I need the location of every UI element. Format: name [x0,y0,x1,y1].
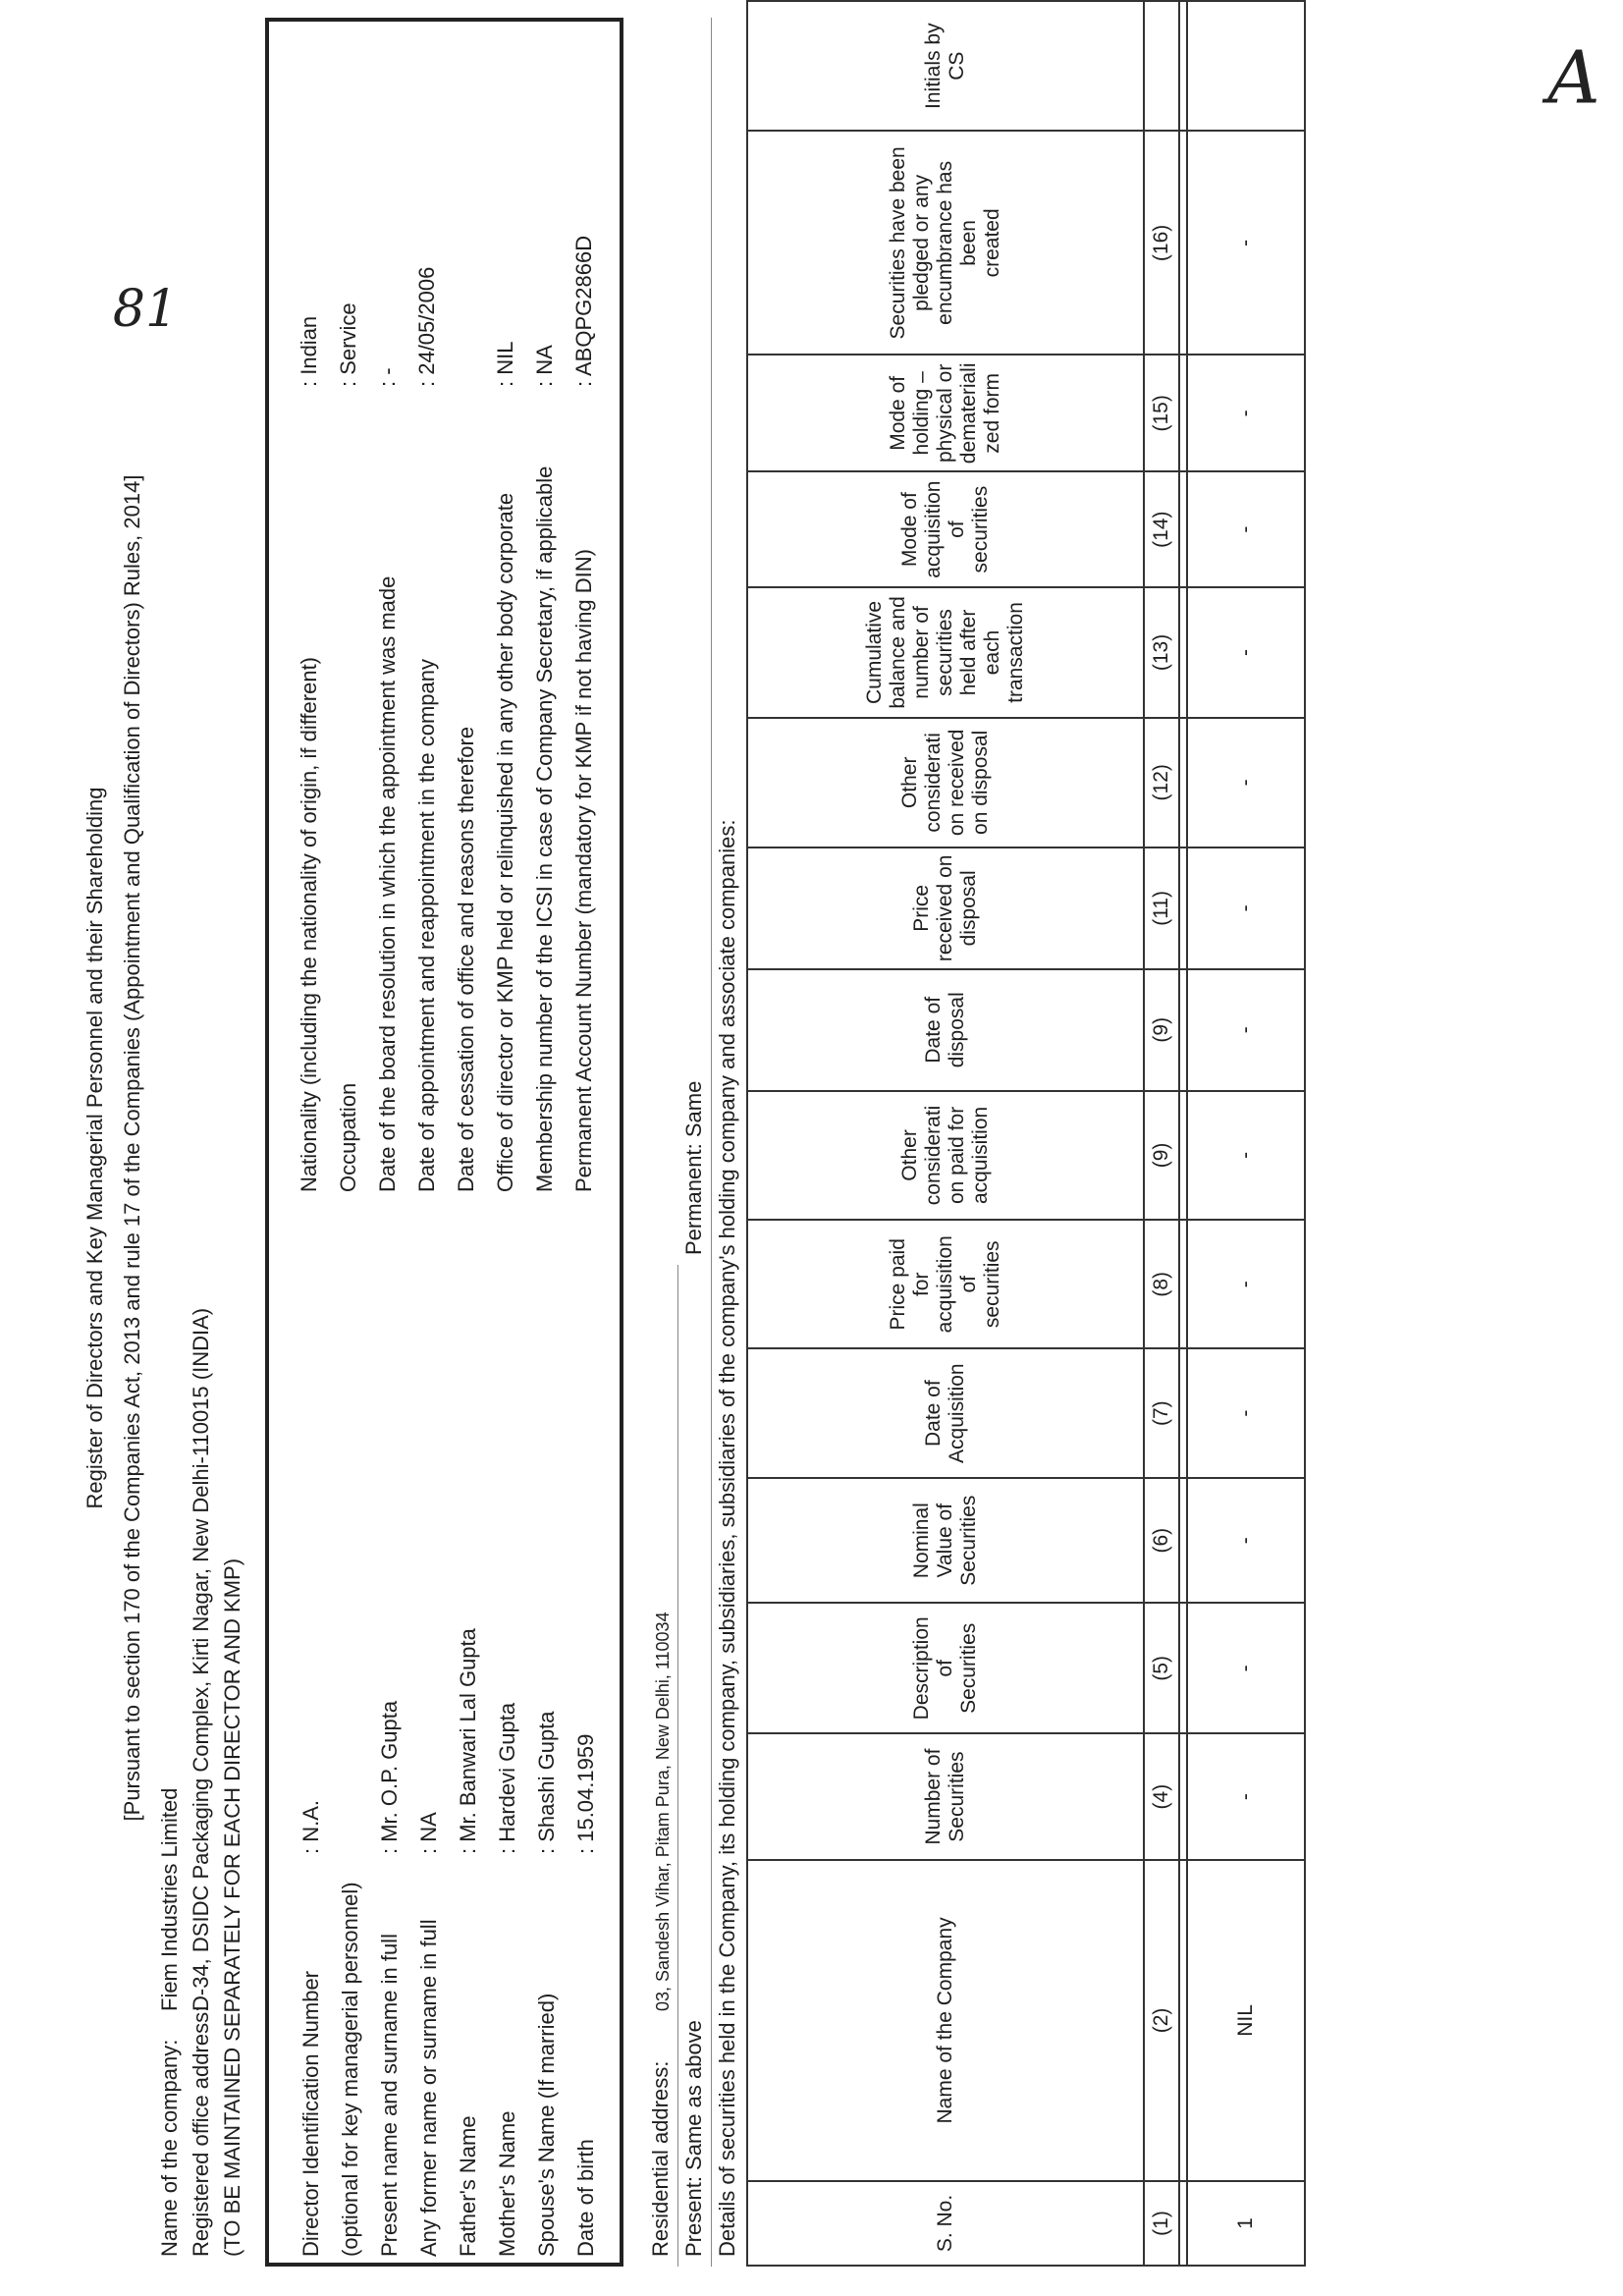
header-cell [747,1733,1144,1860]
spacer-cell [1179,1860,1187,2181]
header-line: Nominal [910,1503,933,1579]
director-right-value: : NIL [493,341,517,387]
header-line: Price [910,884,933,932]
company-name-value: Fiem Industries Limited [157,1787,182,2011]
director-right-value: : ABQPG2866D [571,235,596,387]
header-cell [747,131,1144,355]
spacer-row [1179,1,1187,2266]
header-line: securities [981,1240,1003,1329]
office-address-value: D-34, DSIDC Packaging Complex, Kirti Nagar, New Delhi-110015 (INDIA) [189,1307,213,2011]
header-line: zed form [981,373,1003,454]
header-cell [747,2181,1144,2266]
column-number-cell: (11) [1144,847,1179,969]
header-line: disposal [946,992,968,1068]
column-number-cell: (2) [1144,1860,1179,2181]
director-left-value: : 15.04.1959 [573,1733,598,1854]
securities-table [746,0,1306,2267]
director-left-label: Date of birth [573,2139,598,2257]
director-right-value: : Indian [297,315,321,387]
table-cell: - [1187,355,1305,471]
table-cell: 1 [1187,2181,1305,2266]
header-line: Mode of [898,492,921,568]
header-line: Description [910,1616,933,1721]
header-line: Number of [922,1748,945,1845]
director-right-label: Membership number of the ICSI in case of Company Secretary, if applicable [532,465,557,1192]
director-right-label: Permanent Account Number (mandatory for KMP if not having DIN) [571,549,596,1192]
header-line: number of [910,606,933,699]
table-cell: - [1187,587,1305,718]
page-number-mark: 81 [112,279,179,339]
header-line: demateriali [957,362,980,465]
column-number-cell: (15) [1144,355,1179,471]
header-cell [747,1091,1144,1221]
maintenance-note: (TO BE MAINTAINED SEPARATELY FOR EACH DIRECTOR AND KMP) [220,1558,244,2257]
securities-heading: Details of securities held in the Company, its holding company, subsidiaries, subsidiaries of the company's holding company and associate companies: [715,819,739,2257]
table-cell: - [1187,969,1305,1091]
header-line: Mode of [887,375,909,451]
header-line: of [957,1276,980,1293]
director-left-value: : NA [416,1812,441,1854]
spacer-cell [1179,587,1187,718]
header-line: considerati [922,1105,945,1206]
header-line: Other [898,1129,921,1181]
header-line: Price paid [887,1238,909,1331]
header-line: Name of the Company [934,1917,956,2124]
header-line: acquisition [934,1235,956,1334]
present-address: Present: Same as above [681,2020,706,2257]
header-line: held after [957,609,980,696]
director-left-value: : Mr. O.P. Gupta [377,1700,402,1854]
header-line: Securities [957,1622,980,1714]
header-line: Initials by [922,23,945,109]
column-number-cell: (5) [1144,1603,1179,1733]
header-line: Cumulative [863,600,886,704]
spacer-cell [1179,1091,1187,1221]
header-cell [747,847,1144,969]
director-left-label: (optional for key managerial personnel) [338,1882,362,2257]
director-right-label: Date of cessation of office and reasons therefore [454,726,478,1192]
header-line: created [981,208,1003,278]
header-cell [747,1,1144,131]
spacer-cell [1179,847,1187,969]
spacer-cell [1179,2181,1187,2266]
director-right-label: Nationality (including the nationality of origin, if different) [297,656,321,1192]
director-left-value: : Hardevi Gupta [495,1702,519,1854]
header-line: on received [946,729,968,837]
cs-initials-mark: A [1547,35,1600,121]
director-left-label: Director Identification Number [298,1970,323,2257]
header-line: on disposal [969,730,992,835]
director-left-label: Mother's Name [495,2110,519,2257]
header-line: of [946,520,968,538]
header-cell [747,1478,1144,1603]
header-line: Securities [957,1495,980,1586]
director-left-value: : Mr. Banwari Lal Gupta [456,1628,480,1854]
spacer-cell [1179,131,1187,355]
header-cell [747,355,1144,471]
residential-address-label: Residential address: [648,2060,673,2257]
company-name-label: Name of the company: [157,2039,182,2257]
table-cell [1187,1,1305,131]
column-number-cell: (9) [1144,969,1179,1091]
column-number-cell [1144,1,1179,131]
spacer-cell [1179,969,1187,1091]
page-subtitle: [Pursuant to section 170 of the Companies Act, 2013 and rule 17 of the Companies (Appointment and Qualification of Directors) Rules, 2014] [120,474,144,1822]
spacer-cell [1179,1220,1187,1348]
header-line: received on [934,854,956,962]
header-line: acquisition [922,480,945,578]
header-line: pledged or any [910,174,933,311]
table-cell: - [1187,1603,1305,1733]
director-left-value: : N.A. [298,1799,323,1854]
table-cell: - [1187,1478,1305,1603]
header-cell [747,718,1144,847]
residential-address-value: 03, Sandesh Vihar, Pitam Pura, New Delhi, 110034 [653,1612,673,2011]
table-cell: - [1187,1220,1305,1348]
header-line: of [934,1660,956,1677]
header-line: Date of [922,996,945,1064]
table-row [1187,1,1305,2266]
table-cell: NIL [1187,1860,1305,2181]
header-line: Securities have been [887,146,909,340]
director-right-label: Occupation [336,1082,360,1192]
page-title: Register of Directors and Key Managerial Personnel and their Shareholding [82,787,107,1509]
header-cell [747,1348,1144,1478]
header-line: disposal [957,870,980,947]
column-number-cell: (14) [1144,471,1179,587]
spacer-cell [1179,355,1187,471]
column-number-cell: (4) [1144,1733,1179,1860]
director-right-value: : NA [532,345,557,387]
header-line: physical or [934,363,956,464]
director-left-label: Father's Name [456,2115,480,2257]
header-line: each [981,629,1003,676]
header-line: securities [969,485,992,574]
header-cell [747,1860,1144,2181]
spacer-cell [1179,718,1187,847]
header-cell [747,471,1144,587]
header-line: holding – [910,371,933,456]
spacer-cell [1179,1348,1187,1478]
column-number-cell: (7) [1144,1348,1179,1478]
director-left-label: Any former name or surname in full [416,1919,441,2257]
director-left-value: : Shashi Gupta [534,1711,559,1854]
director-right-label: Office of director or KMP held or relinquished in any other body corporate [493,492,517,1192]
header-line: for [910,1272,933,1297]
spacer-cell [1179,1478,1187,1603]
header-row [747,1,1144,2266]
director-right-label: Date of appointment and reappointment in the company [414,658,439,1192]
column-number-cell: (12) [1144,718,1179,847]
header-cell [747,1603,1144,1733]
header-line: Date of [922,1380,945,1448]
column-number-cell: (8) [1144,1220,1179,1348]
table-cell: - [1187,1091,1305,1221]
table-cell: - [1187,131,1305,355]
permanent-address: Permanent: Same [681,1080,706,1255]
office-address-label: Registered office address: [189,2005,213,2257]
column-number-cell: (1) [1144,2181,1179,2266]
director-left-label: Spouse's Name (If married) [534,1993,559,2257]
spacer-cell [1179,1733,1187,1860]
table-cell: - [1187,1348,1305,1478]
table-cell: - [1187,471,1305,587]
header-line: balance and [887,596,909,709]
header-line: considerati [922,733,945,833]
header-line: acquisition [969,1106,992,1205]
column-number-cell: (9) [1144,1091,1179,1221]
header-line: securities [934,609,956,696]
header-cell [747,969,1144,1091]
spacer-cell [1179,1,1187,131]
director-right-label: Date of the board resolution in which the appointment was made [375,575,400,1192]
header-line: on paid for [946,1106,968,1205]
header-line: Other [898,756,921,809]
director-right-value: : 24/05/2006 [414,266,439,387]
column-number-cell: (6) [1144,1478,1179,1603]
header-line: Securities [946,1751,968,1842]
spacer-cell [1179,471,1187,587]
table-cell: - [1187,1733,1305,1860]
header-line: encumbrance has been [934,160,980,325]
director-right-value: : Service [336,302,360,387]
header-line: CS [946,51,968,81]
header-line: Acquisition [946,1363,968,1463]
address-divider [677,1265,678,2267]
director-details-box [265,18,623,2267]
table-cell: - [1187,718,1305,847]
director-left-label: Present name and surname in full [377,1934,402,2257]
header-line: S. No. [934,2194,956,2253]
spacer-cell [1179,1603,1187,1733]
header-line: Value of [934,1503,956,1578]
column-number-cell: (16) [1144,131,1179,355]
director-right-value: : - [375,367,400,387]
header-line: transaction [1004,602,1027,703]
header-cell [747,1220,1144,1348]
header-cell [747,587,1144,718]
table-cell: - [1187,847,1305,969]
column-number-row [1144,1,1179,2266]
column-number-cell: (13) [1144,587,1179,718]
heading-divider [711,18,712,2267]
